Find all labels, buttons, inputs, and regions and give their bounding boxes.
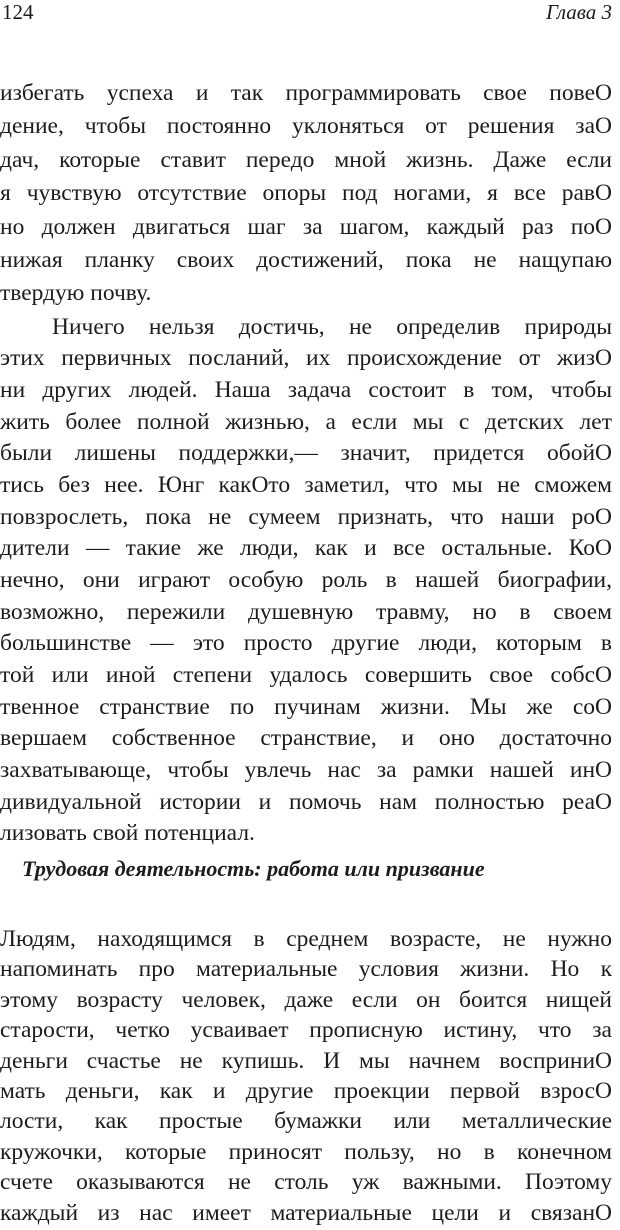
text-line: мать деньги, как и другие проекции первой взросO — [0, 1078, 612, 1104]
text-line: я чувствую отсутствие опоры под ногами, я все равO — [0, 180, 612, 207]
text-line: старости, четко усваивает прописную истину, что за — [0, 1017, 612, 1044]
page-number: 124 — [2, 0, 34, 24]
text-line: твердую почву. — [0, 280, 152, 307]
text-line: жить более полной жизнью, а если мы с детских лет — [0, 408, 612, 435]
text-line: кружочки, которые приносят пользу, но в конечном — [0, 1138, 612, 1165]
text-line: дивидуальной истории и помочь нам полностью реаO — [0, 788, 612, 815]
text-line: твенное странствие по пучинам жизни. Мы же соO — [0, 693, 612, 720]
text-line: лости, как простые бумажки или металлические — [0, 1108, 612, 1135]
text-line: счете оказываются не столь уж важными. Поэтому — [0, 1169, 612, 1196]
text-line: дители — такие же люди, как и все остальные. КоO — [0, 535, 612, 562]
text-line: но должен двигаться шаг за шагом, каждый раз поO — [0, 213, 612, 240]
text-line: этих первичных посланий, их происхождение от жизO — [0, 345, 612, 372]
section-heading: Трудовая деятельность: работа или призвание — [22, 856, 485, 881]
text-line: нечно, они играют особую роль в нашей биографии, — [0, 567, 612, 594]
text-line: Ничего нельзя достичь, не определив природы — [52, 313, 612, 340]
text-line: повзрослеть, пока не сумеем признать, что наши роO — [0, 503, 612, 530]
text-line: большинстве — это просто другие люди, которым в — [0, 630, 612, 657]
text-line: каждый из нас имеет материальные цели и связанO — [0, 1199, 612, 1226]
text-line: той или иной степени удалось совершить свое собсO — [0, 662, 612, 689]
text-line: лизовать свой потенциал. — [0, 820, 255, 847]
text-line: деньги счастье не купишь. И мы начнем восприниO — [0, 1047, 612, 1074]
text-line: этому возрасту человек, даже если он боится нищей — [0, 986, 612, 1013]
text-line: ни других людей. Наша задача состоит в том, чтобы — [0, 377, 612, 404]
text-line: напоминать про материальные условия жизни. Но к — [0, 956, 612, 983]
text-line: нижая планку своих достижений, пока не нащупаю — [0, 247, 612, 273]
chapter-title: Глава 3 — [546, 0, 612, 24]
text-line: избегать успеха и так программировать свое повеO — [0, 80, 612, 106]
text-line: дач, которые ставит передо мной жизнь. Даже если — [0, 146, 612, 173]
text-line: Людям, находящимся в среднем возрасте, не нужно — [0, 926, 612, 952]
text-line: возможно, пережили душевную травму, но в своем — [0, 598, 612, 625]
text-line: вершаем собственное странствие, и оно достаточно — [0, 725, 612, 752]
page-header — [0, 0, 612, 32]
text-line: были лишены поддержки,— значит, придется обойO — [0, 440, 612, 467]
text-line: тись без нее. Юнг какOто заметил, что мы не сможем — [0, 472, 612, 499]
text-line: дение, чтобы постоянно уклоняться от решения заO — [0, 113, 612, 140]
text-line: захватывающе, чтобы увлечь нас за рамки нашей инO — [0, 757, 612, 784]
